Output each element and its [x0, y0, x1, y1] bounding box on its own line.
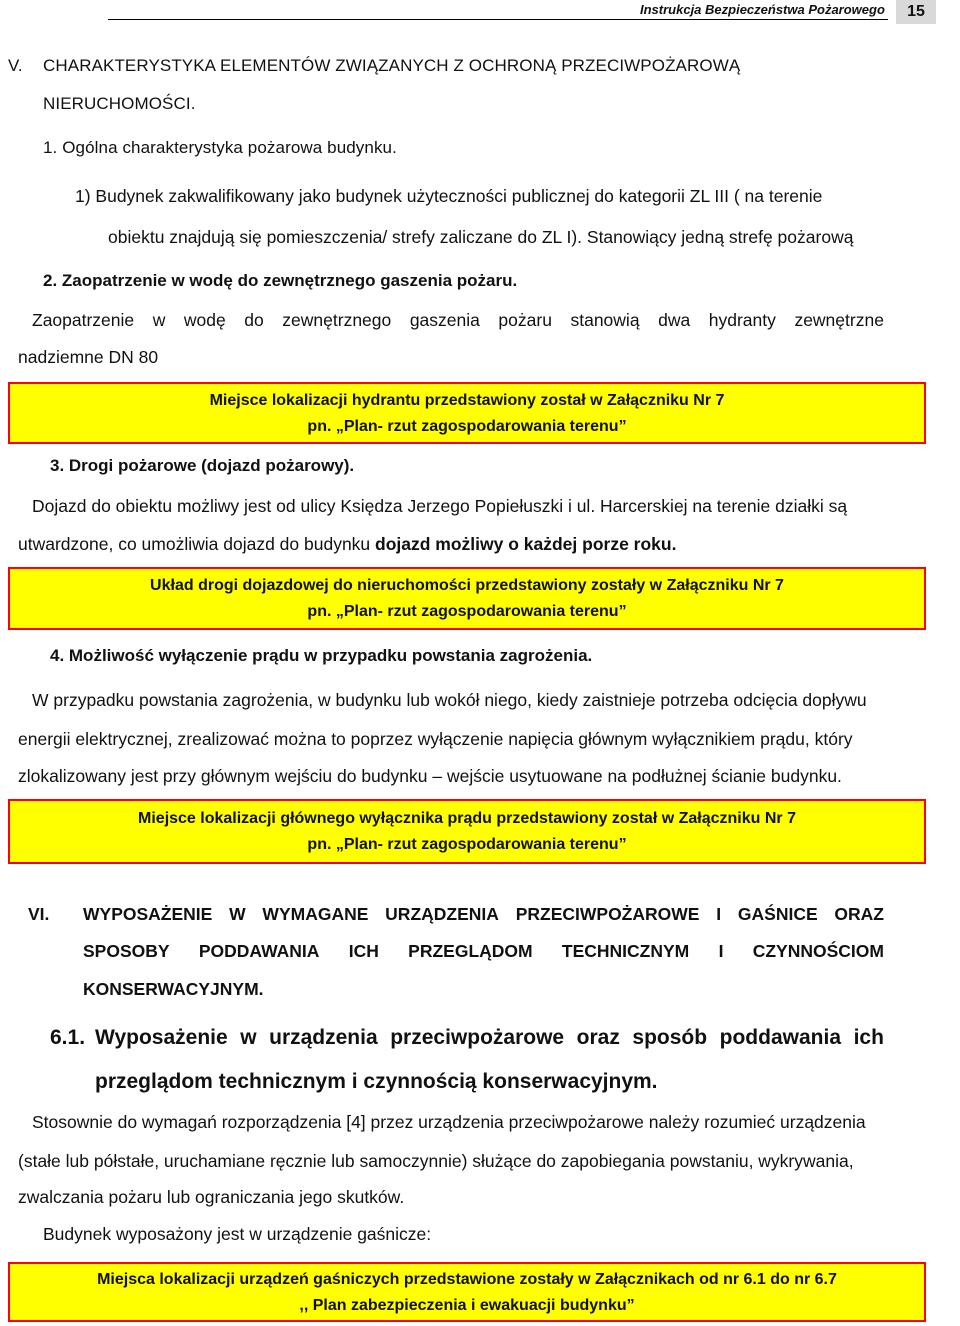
para61-line3: zwalczania pożaru lub ograniczania jego skutków.	[18, 1187, 405, 1207]
para2-word: pożaru	[498, 310, 552, 330]
highlight-box-extinguishers-line2: ,, Plan zabezpieczenia i ewakuacji budynku”	[299, 1297, 635, 1314]
subsection-2-heading: 2. Zaopatrzenie w wodę do zewnętrznego gaszenia pożaru.	[43, 271, 518, 290]
subsection-61-word: ich	[853, 1026, 884, 1049]
highlight-box-hydrant	[8, 382, 926, 444]
para2-word: do	[244, 310, 264, 330]
section5-title-line2: NIERUCHOMOŚCI.	[43, 94, 196, 113]
section6-number: VI.	[28, 904, 50, 924]
highlight-box-extinguishers-line1: Miejsca lokalizacji urządzeń gaśniczych przedstawione zostały w Załącznikach od nr 6.1 do nr 6.7	[97, 1271, 837, 1288]
section6-title-word: ICH	[348, 941, 379, 961]
section6-title-word: CZYNNOŚCIOM	[752, 941, 884, 961]
highlight-box-road-line2: pn. „Plan- rzut zagospodarowania terenu”	[307, 603, 627, 620]
section6-title-word: PRZEGLĄDOM	[408, 941, 533, 961]
header-title: Instrukcja Bezpieczeństwa Pożarowego	[640, 2, 885, 17]
highlight-box-road	[8, 567, 926, 630]
para2-word: zewnętrznego	[282, 310, 392, 330]
subsection-61-number: 6.1.	[50, 1026, 86, 1049]
para2-word: stanowią	[570, 310, 640, 330]
section6-title-word: WYMAGANE	[262, 904, 369, 924]
para2-word: dwa	[658, 310, 691, 330]
subsection-1-heading: 1. Ogólna charakterystyka pożarowa budynku.	[43, 138, 397, 157]
para2-word: wodę	[183, 310, 226, 330]
subsection-61-word: Wyposażenie	[95, 1026, 228, 1049]
highlight-box-extinguishers	[8, 1262, 926, 1322]
highlight-box-power-line1: Miejsce lokalizacji głównego wyłącznika prądu przedstawiony został w Załączniku Nr 7	[138, 810, 796, 827]
section6-title-line1	[83, 904, 884, 925]
subsection-61-word: przeciwpożarowe	[390, 1026, 565, 1049]
header-rule	[108, 19, 888, 20]
subsection-61-word: w	[240, 1026, 257, 1049]
para61-line4: Budynek wyposażony jest w urządzenie gaśnicze:	[43, 1224, 432, 1244]
para2-line1	[32, 310, 884, 331]
subsection-4-heading: 4. Możliwość wyłączenie prądu w przypadku powstania zagrożenia.	[50, 646, 593, 665]
section6-title-line2	[83, 941, 884, 962]
section6-title-line3: KONSERWACYJNYM.	[83, 979, 264, 999]
section6-title-word: PRZECIWPOŻAROWE	[515, 904, 700, 924]
section6-title-word: PODDAWANIA	[198, 941, 320, 961]
subsection-61-word: oraz	[576, 1026, 620, 1049]
section6-title-word: WYPOSAŻENIE	[83, 904, 213, 924]
section6-title-word: SPOSOBY	[83, 941, 170, 961]
subsection-3-heading: 3. Drogi pożarowe (dojazd pożarowy).	[50, 456, 355, 475]
para3-line1: Dojazd do obiektu możliwy jest od ulicy Księdza Jerzego Popiełuszki i ul. Harcerskiej na terenie działki są	[32, 496, 848, 516]
section6-title-word: ORAZ	[834, 904, 884, 924]
subsection-61-heading-line2: przeglądom technicznym i czynnością konserwacyjnym.	[95, 1070, 658, 1093]
section6-title-word: I	[718, 941, 724, 961]
para3-line2-text: utwardzone, co umożliwia dojazd do budynku	[18, 534, 376, 554]
para61-line2: (stałe lub półstałe, uruchamiane ręcznie lub samoczynnie) służące do zapobiegania powstaniu, wykrywania,	[18, 1151, 854, 1171]
section6-title-word: GAŚNICE	[737, 904, 818, 924]
para2-word: w	[152, 310, 166, 330]
para2-word: hydranty	[708, 310, 776, 330]
para3-line2-emphasis: dojazd możliwy o każdej porze roku.	[375, 534, 677, 554]
subsection-61-word: urządzenia	[269, 1026, 378, 1049]
para2-word: Zaopatrzenie	[32, 310, 135, 330]
section6-title-word: I	[716, 904, 722, 924]
subsection-61-heading-line1	[95, 1026, 884, 1050]
section5-number: V.	[8, 56, 23, 75]
section5-title-line1: CHARAKTERYSTYKA ELEMENTÓW ZWIĄZANYCH Z OCHRONĄ PRZECIWPOŻAROWĄ	[43, 56, 741, 75]
para2-word: gaszenia	[409, 310, 480, 330]
highlight-box-power	[8, 799, 926, 864]
highlight-box-power-line2: pn. „Plan- rzut zagospodarowania terenu”	[307, 836, 627, 853]
item1-line2: obiektu znajdują się pomieszczenia/ strefy zaliczane do ZL I). Stanowiący jedną strefę pożarową	[108, 227, 854, 247]
section6-title-word: URZĄDZENIA	[385, 904, 499, 924]
highlight-box-hydrant-line1: Miejsce lokalizacji hydrantu przedstawiony został w Załączniku Nr 7	[209, 392, 725, 409]
subsection-61-word: sposób	[632, 1026, 708, 1049]
page-number: 15	[896, 0, 936, 24]
highlight-box-hydrant-line2: pn. „Plan- rzut zagospodarowania terenu”	[307, 418, 627, 435]
subsection-61-word: poddawania	[719, 1026, 842, 1049]
para61-line1: Stosownie do wymagań rozporządzenia [4] przez urządzenia przeciwpożarowe należy rozumieć urządzenia	[32, 1112, 866, 1132]
highlight-box-road-line1: Układ drogi dojazdowej do nieruchomości przedstawiony zostały w Załączniku Nr 7	[150, 577, 784, 594]
para4-line3: zlokalizowany jest przy głównym wejściu do budynku – wejście usytuowane na podłużnej ścianie budynku.	[18, 766, 842, 786]
section6-title-word: W	[229, 904, 246, 924]
item1-line1: 1) Budynek zakwalifikowany jako budynek użyteczności publicznej do kategorii ZL III ( na terenie	[75, 186, 823, 206]
section6-title-word: TECHNICZNYM	[561, 941, 690, 961]
para4-line2: energii elektrycznej, zrealizować można to poprzez wyłączenie napięcia głównym wyłącznikiem prądu, który	[18, 729, 853, 749]
para3-line2	[18, 534, 676, 555]
para2-line2: nadziemne DN 80	[18, 347, 159, 367]
para4-line1: W przypadku powstania zagrożenia, w budynku lub wokół niego, kiedy zaistnieje potrzeba odcięcia dopływu	[32, 690, 867, 710]
para2-word: zewnętrzne	[794, 310, 884, 330]
